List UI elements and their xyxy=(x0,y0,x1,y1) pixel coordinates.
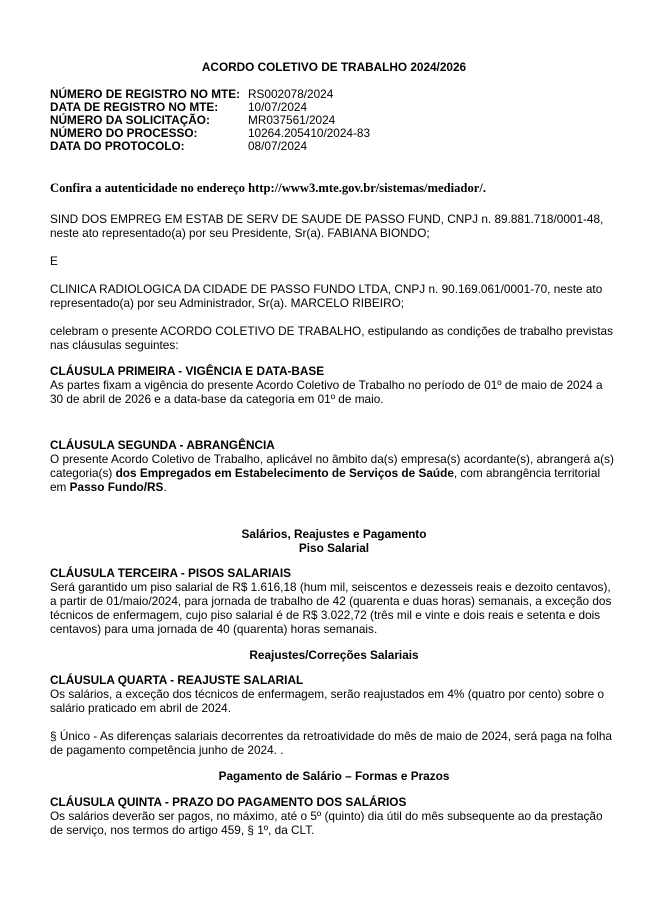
clause2-text-b: , com abrangência territorial em xyxy=(50,466,601,494)
clause2-category: dos Empregados em Estabelecimento de Serviços de Saúde xyxy=(115,466,454,480)
clause2-heading: CLÁUSULA SEGUNDA - ABRANGÊNCIA xyxy=(50,438,275,452)
registration-value: 10/07/2024 xyxy=(248,100,308,114)
section-pagamento: Pagamento de Salário – Formas e Prazos xyxy=(218,769,450,783)
clause4-text: Os salários, a exceção dos técnicos de enfermagem, serão reajustados em 4% (quatro por cento) sobre o salário praticado em abril de 2024. xyxy=(50,687,605,715)
registration-value: 10264.205410/2024-83 xyxy=(248,126,371,140)
clause4-heading: CLÁUSULA QUARTA - REAJUSTE SALARIAL xyxy=(50,673,304,687)
registration-label: DATA DE REGISTRO NO MTE: xyxy=(50,100,219,114)
party-employer: CLINICA RADIOLOGICA DA CIDADE DE PASSO FUNDO LTDA, CNPJ n. 90.169.061/0001-70, neste ato representado(a) por seu Administrador, Sr(a). MARCELO RIBEIRO; xyxy=(50,282,603,310)
registration-value: RS002078/2024 xyxy=(248,87,334,101)
party-employees: SIND DOS EMPREG EM ESTAB DE SERV DE SAUDE DE PASSO FUND, CNPJ n. 89.881.718/0001-48, neste ato representado(a) por seu Presidente, Sr(a). FABIANA BIONDO; xyxy=(50,212,604,240)
clause1-text: As partes fixam a vigência do presente Acordo Coletivo de Trabalho no período de 01º de maio de 2024 a 30 de abril de 2026 e a data-base da categoria em 01º de maio. xyxy=(50,378,603,406)
document-page xyxy=(50,60,618,837)
clause5-heading: CLÁUSULA QUINTA - PRAZO DO PAGAMENTO DOS SALÁRIOS xyxy=(50,795,407,809)
clause2-territory: Passo Fundo/RS xyxy=(69,480,164,494)
document-title: ACORDO COLETIVO DE TRABALHO 2024/2026 xyxy=(201,60,467,74)
registration-label: DATA DO PROTOCOLO: xyxy=(50,139,185,153)
clause1-heading: CLÁUSULA PRIMEIRA - VIGÊNCIA E DATA-BASE xyxy=(50,364,325,378)
clause2-text xyxy=(50,452,618,494)
registration-label: NÚMERO DE REGISTRO NO MTE: xyxy=(50,87,241,101)
conjunction: E xyxy=(50,254,58,268)
clause3-text: Será garantido um piso salarial de R$ 1.616,18 (hum mil, seiscentos e dezesseis reais e dezoito centavos), a partir de 01/maio/2024, para jornada de trabalho de 42 (quarenta e duas horas) semanais, a exceção dos técnicos de enfermagem, cujo piso salarial é de R$ 3.022,72 (três mil e vinte e dois reais e setenta e dois centavos) para uma jornada de 40 (quarenta) horas semanais. xyxy=(50,580,612,636)
section-piso: Piso Salarial xyxy=(298,541,370,555)
clause2-text-a: O presente Acordo Coletivo de Trabalho, aplicável no âmbito da(s) empresa(s) acordante(s), abrangerá a(s) categoria(s) xyxy=(50,452,614,480)
authenticity-notice: Confira a autenticidade no endereço http://www3.mte.gov.br/sistemas/mediador/. xyxy=(50,181,486,195)
registration-value: 08/07/2024 xyxy=(248,139,308,153)
section-reajustes: Reajustes/Correções Salariais xyxy=(249,648,419,662)
registration-row xyxy=(50,140,370,153)
clause3-heading: CLÁUSULA TERCEIRA - PISOS SALARIAIS xyxy=(50,566,291,580)
registration-label: NÚMERO DA SOLICITAÇÃO: xyxy=(50,113,210,127)
registration-value: MR037561/2024 xyxy=(248,113,336,127)
clause5-text: Os salários deverão ser pagos, no máximo, até o 5º (quinto) dia útil do mês subsequente ao da prestação de serviço, nos termos do artigo 459, § 1º, da CLT. xyxy=(50,809,603,837)
clause4-paragraph: § Único - As diferenças salariais decorrentes da retroatividade do mês de maio de 2024, será paga na folha de pagamento competência junho de 2024. . xyxy=(50,729,612,757)
registration-table xyxy=(50,88,370,153)
section-salarios: Salários, Reajustes e Pagamento xyxy=(241,527,427,541)
clause2-text-c: . xyxy=(163,480,167,494)
celebration-statement: celebram o presente ACORDO COLETIVO DE TRABALHO, estipulando as condições de trabalho previstas nas cláusulas seguintes: xyxy=(50,324,614,352)
registration-label: NÚMERO DO PROCESSO: xyxy=(50,126,198,140)
